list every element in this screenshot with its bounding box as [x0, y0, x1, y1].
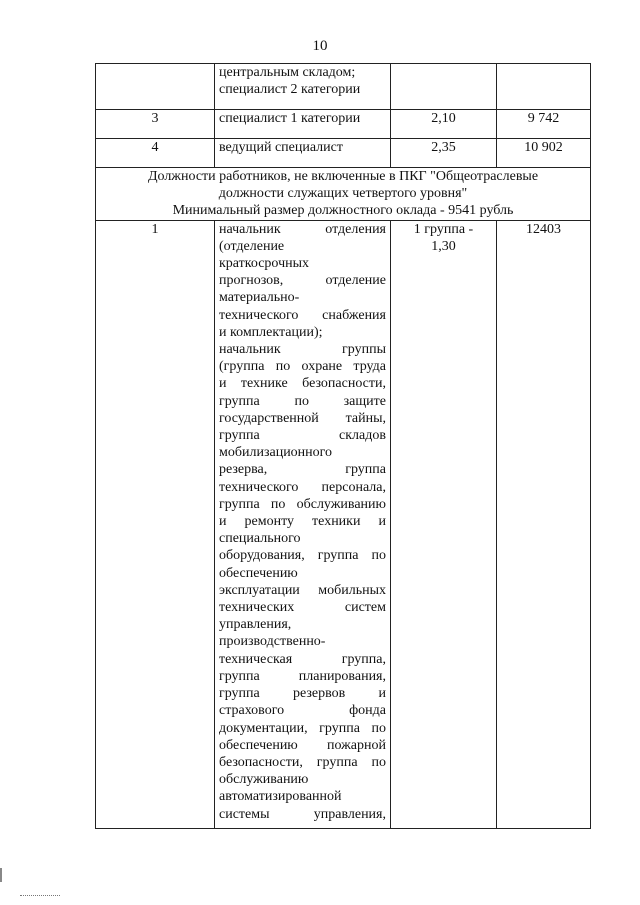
position-line: группа планирования,	[219, 668, 386, 684]
position-line: специалист 2 категории	[219, 82, 361, 98]
position-line: и технике безопасности,	[219, 376, 386, 392]
position-line: центральным складом;	[219, 65, 356, 80]
position-line: резерва, группа	[219, 462, 386, 478]
cell-number: 4	[96, 139, 215, 168]
position-line: производственно-	[219, 634, 326, 650]
position-line: государственной тайны,	[219, 410, 386, 426]
position-line: автоматизированной	[219, 789, 342, 805]
section-header-line: Должности работников, не включенные в ПКГ "Общеотраслевые	[147, 169, 539, 184]
section-header-line: Минимальный размер должностного оклада - 9541 рубль	[172, 203, 514, 219]
cell-salary: 9 742	[497, 110, 591, 139]
position-line: технических систем	[219, 600, 386, 616]
position-line: прогнозов, отделение	[219, 273, 386, 289]
cell-position	[215, 64, 391, 110]
position-line: группа складов	[219, 428, 386, 444]
position-line: документации, группа по	[219, 720, 386, 736]
position-line: системы управления,	[219, 806, 386, 822]
position-line: специального	[219, 531, 301, 547]
cell-number: 1	[96, 220, 215, 828]
cell-number	[96, 64, 215, 110]
cell-position: ведущий специалист	[215, 139, 391, 168]
section-header	[96, 168, 591, 221]
cell-salary: 10 902	[497, 139, 591, 168]
scan-artifact	[0, 868, 2, 882]
position-line: обслуживанию	[219, 772, 309, 788]
position-line: начальник группы	[219, 342, 386, 358]
position-line: и комплектации);	[219, 324, 323, 340]
position-line: группа резервов и	[219, 686, 386, 702]
position-line: материально-	[219, 290, 300, 306]
position-line: технического персонала,	[219, 479, 386, 495]
scan-artifact	[20, 895, 60, 897]
position-line: управления,	[219, 617, 292, 633]
cell-position: специалист 1 категории	[215, 110, 391, 139]
position-line: обеспечению пожарной	[219, 737, 386, 753]
cell-coefficient: 2,35	[391, 139, 497, 168]
cell-coefficient	[391, 64, 497, 110]
position-line: краткосрочных	[219, 256, 310, 272]
position-line: техническая группа,	[219, 651, 386, 667]
position-line: оборудования, группа по	[219, 548, 386, 564]
cell-number: 3	[96, 110, 215, 139]
position-line: (группа по охране труда	[219, 359, 386, 375]
salary-table	[95, 63, 591, 829]
coefficient-line: 1 группа -	[413, 221, 474, 237]
position-line: группа по обслуживанию	[219, 496, 386, 512]
cell-salary	[497, 64, 591, 110]
table-row	[96, 220, 591, 828]
cell-coefficient	[391, 220, 497, 828]
table-row	[96, 139, 591, 168]
position-line: мобилизационного	[219, 445, 333, 461]
section-header-line: должности служащих четвертого уровня"	[218, 186, 468, 202]
position-line: и ремонту техники и	[219, 514, 386, 530]
table-row-continuation	[96, 64, 591, 110]
coefficient-line: 1,30	[431, 238, 456, 254]
position-line: обеспечению	[219, 565, 298, 581]
position-line: технического снабжения	[219, 307, 386, 323]
position-line: страхового фонда	[219, 703, 386, 719]
section-header-row	[96, 168, 591, 221]
cell-salary: 12403	[497, 220, 591, 828]
page-number: 10	[312, 38, 328, 54]
position-line: эксплуатации мобильных	[219, 582, 386, 598]
cell-coefficient: 2,10	[391, 110, 497, 139]
position-line: безопасности, группа по	[219, 754, 386, 770]
position-line: группа по защите	[219, 393, 386, 409]
table-row	[96, 110, 591, 139]
position-line: (отделение	[219, 238, 285, 254]
cell-position	[215, 220, 391, 828]
position-line: начальник отделения	[219, 221, 386, 237]
